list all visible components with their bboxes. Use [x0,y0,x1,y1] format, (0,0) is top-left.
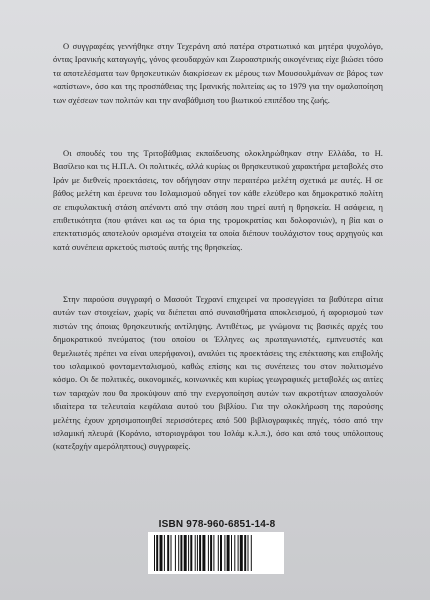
barcode-bar [240,535,243,571]
book-summary-paragraph: Στην παρούσα συγγραφή ο Μασούτ Τεχρανί επιχειρεί να προσεγγίσει τα βαθύτερα αίτια αυτών των στοιχείων, χωρίς να διέπεται από συναισθήματα αποκλεισμού, ή αφορισμού των πιστών της όποιας θρησκευτικής αντίληψης. Αντιθέτως, με γνώμονα τις βασικές αρχές του δημοκρατικού πνεύματος (του οποίου οι Έλληνες ως πρωταγωνιστές, εμπνευστές και θεμελιωτές πρέπει να είναι υπερήφανοι), αναλύει τις προεκτάσεις της επέκτασης και επιβολής του ισλαμικού φονταμενταλισμού, καθώς επίσης και τις συνέπειες του στον πολιτισμένο κόσμο. Οι δε πολιτικές, οικονομικές, κοινωνικές και κυρίως γεωγραφικές μεταβολές ως αιτίες των ταραχών που θα προκύψουν από την ενεργοποίηση αυτών των ακροτήτων απασχολούν ιδιαίτερα τα τελευταία κεφάλαια αυτού του βιβλίου. Για την ολοκλήρωση της παρούσης μελέτης έχουν χρησιμοποιηθεί περισσότερες από 500 βιβλιογραφικές πηγές, τόσο από την ισλαμική πλευρά (Κοράνιο, ιστοριογράφοι του Ισλάμ κ.λ.π.), όσο και από τους υπόλοιπους (κατεξοχήν αμερόληπτους) συγγραφείς. [53,294,383,452]
barcode-bar [224,535,225,571]
barcode-bar [238,535,239,571]
barcode-bar [171,535,172,571]
barcode-bar [210,535,212,571]
barcode-bar [227,535,230,571]
author-biography-paragraph: Ο συγγραφέας γεννήθηκε στην Τεχεράνη από πατέρα στρατιωτικό και μητέρα ψυχολόγο, όντας Ιρανικής καταγωγής, γόνος φεουδαρχών και Ζωροαστρικής οικογένειας είχε βιώσει τόσο τα αποτελέσματα των θρησκευτικών διακρίσεων εκ μέρους των Μουσουλμάνων σε βάρος των «απίστων», όσο και της προσπάθειας της Ιρανικής πολιτείας ως το 1979 για την ομαλοποίηση των σχέσεων των πολιτών και την αναβάθμιση του βιωτικού επιπέδου της ζωής. [53,41,383,105]
barcode-bar [202,535,205,571]
barcode-bar [178,535,179,571]
barcode-bar [154,535,155,571]
barcode-bar [184,535,187,571]
isbn-label: ISBN 978-960-6851-14-8 [158,519,276,530]
barcode [148,532,284,574]
barcode-bar [156,535,158,571]
barcode-bar [175,535,176,571]
barcode-bar [248,535,249,571]
barcode-bar [244,535,246,571]
barcode-bar [167,535,169,571]
barcode-bar [160,535,163,571]
barcode-bar [164,535,165,571]
barcode-bar [208,535,209,571]
education-paragraph: Οι σπουδές του της Τριτοβάθμιας εκπαίδευσης ολοκληρώθηκαν στην Ελλάδα, το Η. Βασίλειο και τις Η.Π.Α. Οι πολιτικές, αλλά κυρίως οι θρησκευτικού χαρακτήρα μεταβολές στο Ιράν με διεθνείς προεκτάσεις, τον οδήγησαν στην περαιτέρω μελέτη σχετικά με αυτές. Η σε βάθος μελέτη και έρευνα του Ισλαμισμού οδηγεί τον κάθε ελεύθερο και δημοκρατικό πολίτη σε επιφυλακτική στάση απέναντι από την στάση που τηρεί αυτή η θρησκεία. Η ασάφεια, η επιθετικότητα (που φτάνει και ως τα όρια της τρομοκρατίας και δολοφονιών), η βία και ο επεκτατισμός αποτελούν ορισμένα στοιχεία τα οποία διέπουν τουλάχιστον τους αρχηγούς και κατά συνέπεια αρκετούς πιστούς αυτής της θρησκείας. [53,148,383,252]
barcode-bar [218,535,219,571]
barcode-bar [195,535,196,571]
barcode-bar [251,535,252,571]
barcode-bar [231,535,232,571]
barcode-bar [199,535,201,571]
barcode-bar [188,535,189,571]
barcode-bar [197,535,198,571]
barcode-bar [220,535,222,571]
barcode-bar [234,535,235,571]
barcode-icon [148,532,284,574]
barcode-bar [190,535,192,571]
barcode-bar [180,535,182,571]
barcode-bar [213,535,214,571]
